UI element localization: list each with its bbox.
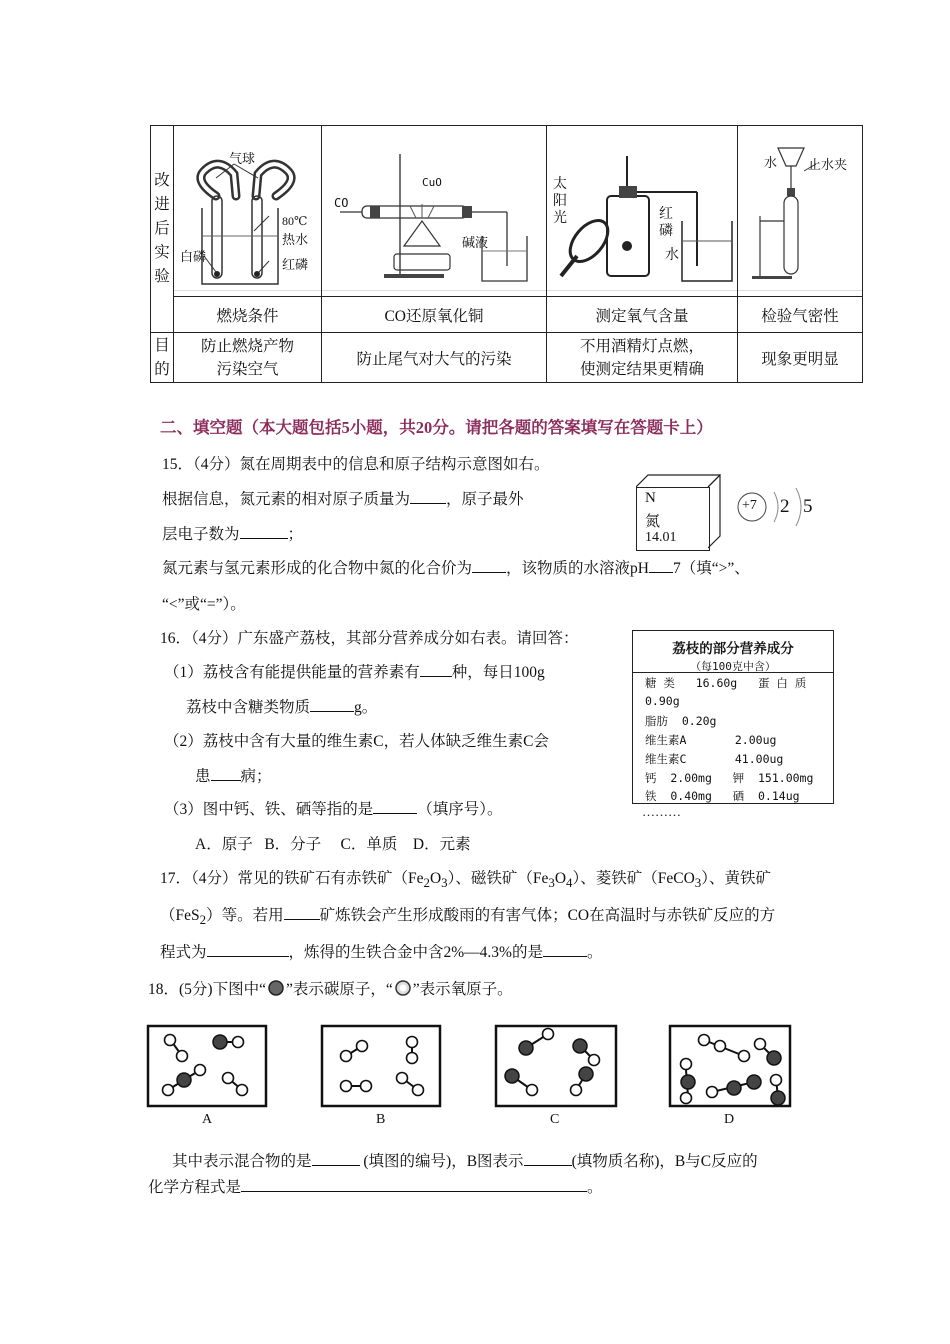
element-symbol: N xyxy=(645,490,656,506)
blank-outer-electrons xyxy=(240,524,288,539)
nutrition-title: 荔枝的部分营养成分 xyxy=(672,641,794,657)
blank-nutrient-count xyxy=(420,662,452,677)
q17-l2c: 矿炼铁会产生形成酸雨的有害气体；CO在高温时与赤铁矿反应的方 xyxy=(319,907,776,924)
q17-t2: O xyxy=(429,870,442,887)
figure-combustion xyxy=(174,126,322,297)
row-header-purpose xyxy=(151,333,174,383)
label-red-phos xyxy=(659,206,673,240)
blank-element-type xyxy=(373,799,417,814)
q17-l2b: ）等。若用 xyxy=(206,907,284,924)
purpose-combustion-1: 防止燃烧产物 xyxy=(200,337,294,355)
label-water-top: 水 xyxy=(764,155,778,170)
q18-a2a: 化学方程式是 xyxy=(148,1179,242,1196)
label-co: CO xyxy=(334,196,349,210)
label-white-phosphorus: 白磷 xyxy=(180,249,207,264)
nutrition-ellipsis: ……… xyxy=(642,804,681,819)
q18-l1a: 18．(5分)下图中“ xyxy=(148,981,266,998)
q17-l3a: 程式为 xyxy=(160,944,207,961)
molecule-box-d xyxy=(670,1026,790,1106)
q16-p1b: 种，每日100g xyxy=(451,664,545,681)
label-alkali: 碱液 xyxy=(462,235,489,250)
experiment-table xyxy=(150,125,863,383)
molecule-box-a xyxy=(148,1026,266,1106)
nutrition-row: 糖 类 16.60g 蛋 白 质 xyxy=(645,676,807,690)
diagram-label-a: A xyxy=(202,1112,213,1127)
purpose-co: 防止尾气对大气的污染 xyxy=(322,333,547,383)
element-name: 氮 xyxy=(645,514,661,530)
q16-part3 xyxy=(164,797,503,819)
q16-options: A．原子 B．分子 C．单质 D．元素 xyxy=(195,836,471,853)
figure-co-reduction xyxy=(322,126,547,297)
atom-nucleus-charge: +7 xyxy=(742,498,757,513)
nutrition-subtitle: （每100克中含） xyxy=(690,660,776,673)
blank-alloy xyxy=(543,942,587,957)
q15-line3a: 层电子数为 xyxy=(162,526,240,543)
molecule-box-c xyxy=(496,1026,616,1106)
row-header-purpose-text: 目的 xyxy=(154,336,170,378)
q18-answer-line2 xyxy=(148,1175,603,1197)
diagram-label-c: C xyxy=(550,1112,560,1127)
q17-l2a: （FeS xyxy=(160,907,200,924)
label-sunlight-2: 阳 xyxy=(553,194,567,209)
blank-disease xyxy=(211,766,241,781)
q16-p1a: （1）荔枝含有能提供能量的营养素有 xyxy=(164,664,420,681)
blank-valence xyxy=(472,558,506,573)
section-2-title: 二、填空题（本大题包括5小题，共20分。请把各题的答案填写在答题卡上） xyxy=(160,418,713,437)
purpose-oxygen-2: 使测定结果更精确 xyxy=(579,360,704,378)
q15-line2a: 根据信息，氮元素的相对原子质量为 xyxy=(162,491,411,508)
q17-line1 xyxy=(160,866,771,891)
blank-mixture xyxy=(312,1151,360,1166)
figure-airtightness xyxy=(738,126,863,297)
atom-shell-2: 5 xyxy=(803,496,813,517)
col-label-airtightness: 检验气密性 xyxy=(738,297,863,333)
diagram-label-d: D xyxy=(724,1112,735,1127)
q17-line3 xyxy=(160,940,602,962)
co-reduction-apparatus-figure xyxy=(322,126,546,291)
oxygen-atom-icon xyxy=(393,980,413,996)
q15-line4a: 氮元素与氢元素形成的化合物中氮的化合价为 xyxy=(162,560,473,577)
purpose-combustion-2: 污染空气 xyxy=(216,360,279,378)
q16-p3b: （填序号）。 xyxy=(417,801,503,818)
row-header-improved-text: 改进后实验 xyxy=(154,172,170,285)
q15-line5: “<”或“=”）。 xyxy=(162,596,246,613)
q17-l3b: ，炼得的生铁合金中含2%—4.3%的是 xyxy=(288,944,543,961)
col-label-combustion: 燃烧条件 xyxy=(174,297,322,333)
q16-part1 xyxy=(164,660,545,682)
nutrition-row: 维生素A 2.00ug xyxy=(645,733,777,747)
diagram-label-b: B xyxy=(376,1112,386,1127)
oxygen-content-apparatus-figure xyxy=(547,126,737,291)
label-balloon: 气球 xyxy=(229,151,256,166)
q15-line4c: 7（填“>”、 xyxy=(672,560,750,577)
blank-ore xyxy=(284,905,320,920)
col-label-co: CO还原氧化铜 xyxy=(322,297,547,333)
q17-l2sub: 2 xyxy=(199,912,207,928)
q16-p1c: 荔枝中含糖类物质 xyxy=(186,699,311,716)
blank-substance-name xyxy=(524,1151,572,1166)
q16-p1d: g。 xyxy=(354,699,378,716)
nutrition-row: 0.90g xyxy=(645,694,680,708)
q15-line1: 15．（4分）氮在周期表中的信息和原子结构示意图如右。 xyxy=(162,456,550,473)
molecule-box-b xyxy=(322,1026,440,1106)
purpose-oxygen xyxy=(547,333,738,383)
q16-part1-cont xyxy=(186,695,377,717)
q17-sub3: 3 xyxy=(548,875,555,891)
q15-line2 xyxy=(162,487,524,509)
blank-atomic-mass xyxy=(410,489,446,504)
carbon-atom-icon xyxy=(266,980,286,996)
label-red-phosphorus: 红磷 xyxy=(282,257,309,272)
figure-oxygen-content xyxy=(547,126,738,297)
label-water: 水 xyxy=(665,248,679,263)
nutrition-row: 铁 0.40mg 硒 0.14ug xyxy=(645,789,800,803)
q15-line4b: ，该物质的水溶液pH xyxy=(506,560,649,577)
q18-a2b: 。 xyxy=(587,1179,603,1196)
q18-a1b: (填图的编号)，B图表示 xyxy=(359,1153,524,1170)
q18-answer-line1 xyxy=(172,1149,758,1171)
q17-t3: ）、磁铁矿（Fe xyxy=(447,870,549,887)
purpose-combustion xyxy=(174,333,322,383)
airtightness-apparatus-figure xyxy=(738,126,862,291)
label-sunlight xyxy=(553,176,567,227)
label-red-phos-1: 红 xyxy=(659,207,673,222)
q17-t5: ）、菱铁矿（FeCO xyxy=(572,870,695,887)
q17-t6: ）、黄铁矿 xyxy=(701,870,772,887)
blank-sugar-amount xyxy=(310,697,354,712)
nutrition-row: 脂肪 0.20g xyxy=(645,714,717,728)
q16-p3a: （3）图中钙、铁、硒等指的是 xyxy=(164,801,374,818)
q17-l3c: 。 xyxy=(586,944,603,961)
row-header-improved xyxy=(151,126,174,333)
element-mass: 14.01 xyxy=(645,530,677,545)
q18-a1c: (填物质名称)，B与C反应的 xyxy=(571,1153,758,1170)
q15-line3b: ； xyxy=(287,526,304,543)
q16-p2c: 病； xyxy=(240,768,272,785)
q18-l1b: ”表示碳原子，“ xyxy=(285,981,393,998)
q15-line3 xyxy=(162,522,303,544)
nutrition-divider xyxy=(633,672,833,673)
q17-sub4: 4 xyxy=(566,875,573,891)
label-cuo: CuO xyxy=(422,176,442,189)
label-80c: 80℃ xyxy=(282,214,308,228)
col-label-oxygen: 测定氧气含量 xyxy=(547,297,738,333)
nutrition-row: 钙 2.00mg 钾 151.00mg xyxy=(645,771,814,785)
q17-line2 xyxy=(160,903,775,928)
q18-line1 xyxy=(148,977,513,999)
nutrition-table xyxy=(632,630,834,804)
q17-sub5: 3 xyxy=(694,875,702,891)
q16-part2: （2）荔枝中含有大量的维生素C，若人体缺乏维生素C会 xyxy=(164,733,549,750)
blank-equation xyxy=(207,942,289,957)
q16-part2-cont xyxy=(195,764,272,786)
q18-a1a: 其中表示混合物的是 xyxy=(172,1153,312,1170)
blank-ph xyxy=(649,558,673,573)
q18-l1c: ”表示氧原子。 xyxy=(412,981,513,998)
label-red-phos-2: 磷 xyxy=(659,224,673,239)
label-clamp: 止水夹 xyxy=(808,157,848,172)
label-sunlight-1: 太 xyxy=(553,177,567,192)
q17-t1: 17．（4分）常见的铁矿石有赤铁矿（Fe xyxy=(160,870,424,887)
element-card-top xyxy=(636,474,720,488)
q15-line4 xyxy=(162,556,750,578)
blank-reaction-equation xyxy=(241,1177,587,1192)
q16-p2b: 患 xyxy=(195,768,211,785)
purpose-airtightness: 现象更明显 xyxy=(738,333,863,383)
atom-shell-1: 2 xyxy=(780,496,790,517)
molecule-diagrams xyxy=(140,1018,800,1138)
purpose-oxygen-1: 不用酒精灯点燃， xyxy=(579,337,704,355)
nutrition-row: 维生素C 41.00ug xyxy=(645,752,784,766)
q17-sub2: 3 xyxy=(441,875,448,891)
q15-line2b: ，原子最外 xyxy=(446,491,524,508)
q16-line1: 16．（4分）广东盛产荔枝，其部分营养成分如右表。请回答： xyxy=(160,630,579,647)
label-sunlight-3: 光 xyxy=(553,211,567,226)
q17-sub1: 2 xyxy=(423,875,430,891)
element-card-nitrogen xyxy=(636,487,710,551)
label-hot-water: 热水 xyxy=(282,232,309,247)
q17-t4: O xyxy=(554,870,567,887)
